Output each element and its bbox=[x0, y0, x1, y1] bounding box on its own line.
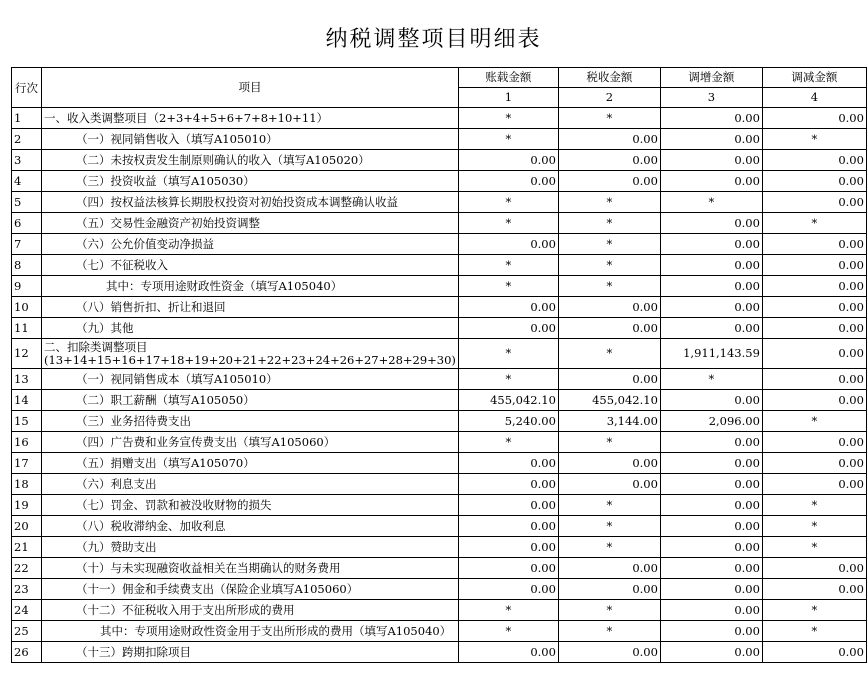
table-row bbox=[12, 621, 867, 642]
row-item-label: （十一）佣金和手续费支出（保险企业填写A105060） bbox=[42, 579, 459, 600]
row-item-label: 其中：专项用途财政性资金用于支出所形成的费用（填写A105040） bbox=[42, 621, 459, 642]
cell-increase-amount: 0.00 bbox=[660, 495, 762, 516]
cell-tax-amount: 0.00 bbox=[558, 318, 660, 339]
table-row bbox=[12, 474, 867, 495]
row-item-label: （七）不征税收入 bbox=[42, 255, 459, 276]
row-number: 8 bbox=[12, 255, 42, 276]
table-row bbox=[12, 150, 867, 171]
cell-increase-amount: 2,096.00 bbox=[660, 411, 762, 432]
cell-book-amount: * bbox=[458, 213, 558, 234]
row-number: 4 bbox=[12, 171, 42, 192]
cell-book-amount: 0.00 bbox=[458, 516, 558, 537]
cell-tax-amount: 3,144.00 bbox=[558, 411, 660, 432]
row-item-label: （四）广告费和业务宣传费支出（填写A105060） bbox=[42, 432, 459, 453]
cell-decrease-amount: 0.00 bbox=[762, 276, 866, 297]
row-number: 21 bbox=[12, 537, 42, 558]
row-number: 9 bbox=[12, 276, 42, 297]
cell-increase-amount: * bbox=[660, 369, 762, 390]
row-number: 6 bbox=[12, 213, 42, 234]
header-col-increase: 调增金额 bbox=[660, 68, 762, 88]
cell-increase-amount: 0.00 bbox=[660, 171, 762, 192]
row-item-label: （十三）跨期扣除项目 bbox=[42, 642, 459, 663]
cell-tax-amount: * bbox=[558, 537, 660, 558]
row-item-label: （八）销售折扣、折让和退回 bbox=[42, 297, 459, 318]
cell-decrease-amount: * bbox=[762, 129, 866, 150]
cell-tax-amount: * bbox=[558, 234, 660, 255]
cell-increase-amount: * bbox=[660, 192, 762, 213]
cell-book-amount: * bbox=[458, 600, 558, 621]
row-item-label: （四）按权益法核算长期股权投资对初始投资成本调整确认收益 bbox=[42, 192, 459, 213]
cell-book-amount: 5,240.00 bbox=[458, 411, 558, 432]
table-row bbox=[12, 318, 867, 339]
row-item-label: 其中：专项用途财政性资金（填写A105040） bbox=[42, 276, 459, 297]
row-number: 24 bbox=[12, 600, 42, 621]
table-row bbox=[12, 129, 867, 150]
table-row bbox=[12, 213, 867, 234]
cell-decrease-amount: * bbox=[762, 621, 866, 642]
cell-book-amount: 0.00 bbox=[458, 579, 558, 600]
cell-book-amount: * bbox=[458, 192, 558, 213]
cell-tax-amount: * bbox=[558, 339, 660, 369]
row-number: 18 bbox=[12, 474, 42, 495]
row-number: 26 bbox=[12, 642, 42, 663]
cell-tax-amount: * bbox=[558, 213, 660, 234]
header-col-book-amount: 账载金额 bbox=[458, 68, 558, 88]
cell-tax-amount: * bbox=[558, 516, 660, 537]
table-row bbox=[12, 411, 867, 432]
row-item-label: （三）业务招待费支出 bbox=[42, 411, 459, 432]
cell-book-amount: * bbox=[458, 276, 558, 297]
cell-tax-amount: 0.00 bbox=[558, 297, 660, 318]
cell-book-amount: 0.00 bbox=[458, 150, 558, 171]
cell-tax-amount: * bbox=[558, 600, 660, 621]
cell-decrease-amount: 0.00 bbox=[762, 390, 866, 411]
cell-tax-amount: * bbox=[558, 432, 660, 453]
table-row bbox=[12, 339, 867, 369]
cell-tax-amount: 0.00 bbox=[558, 171, 660, 192]
cell-increase-amount: 0.00 bbox=[660, 474, 762, 495]
row-number: 25 bbox=[12, 621, 42, 642]
row-number: 14 bbox=[12, 390, 42, 411]
row-number: 12 bbox=[12, 339, 42, 369]
cell-tax-amount: 0.00 bbox=[558, 558, 660, 579]
row-item-label: （十二）不征税收入用于支出所形成的费用 bbox=[42, 600, 459, 621]
row-item-formula: (13+14+15+16+17+18+19+20+21+22+23+24+26+27+28+29+30) bbox=[44, 352, 456, 367]
cell-book-amount: 0.00 bbox=[458, 474, 558, 495]
table-row bbox=[12, 600, 867, 621]
header-col-decrease: 调减金额 bbox=[762, 68, 866, 88]
row-item-label: （一）视同销售成本（填写A105010） bbox=[42, 369, 459, 390]
row-item-label: （一）视同销售收入（填写A105010） bbox=[42, 129, 459, 150]
row-number: 1 bbox=[12, 108, 42, 129]
row-item-label: （八）税收滞纳金、加收利息 bbox=[42, 516, 459, 537]
cell-increase-amount: 0.00 bbox=[660, 579, 762, 600]
row-number: 2 bbox=[12, 129, 42, 150]
cell-increase-amount: 0.00 bbox=[660, 558, 762, 579]
table-row bbox=[12, 495, 867, 516]
cell-book-amount: * bbox=[458, 621, 558, 642]
cell-decrease-amount: 0.00 bbox=[762, 474, 866, 495]
cell-increase-amount: 0.00 bbox=[660, 297, 762, 318]
cell-increase-amount: 0.00 bbox=[660, 255, 762, 276]
page-title: 纳税调整项目明细表 bbox=[325, 27, 542, 52]
cell-book-amount: 0.00 bbox=[458, 537, 558, 558]
row-item-label: （七）罚金、罚款和被没收财物的损失 bbox=[42, 495, 459, 516]
cell-tax-amount: * bbox=[558, 495, 660, 516]
table-row bbox=[12, 453, 867, 474]
header-row bbox=[12, 68, 867, 88]
cell-decrease-amount: 0.00 bbox=[762, 171, 866, 192]
table-row bbox=[12, 276, 867, 297]
cell-decrease-amount: 0.00 bbox=[762, 318, 866, 339]
cell-book-amount: * bbox=[458, 369, 558, 390]
row-number: 17 bbox=[12, 453, 42, 474]
row-number: 22 bbox=[12, 558, 42, 579]
cell-decrease-amount: 0.00 bbox=[762, 453, 866, 474]
cell-increase-amount: 0.00 bbox=[660, 453, 762, 474]
cell-book-amount: 0.00 bbox=[458, 495, 558, 516]
cell-book-amount: * bbox=[458, 108, 558, 129]
cell-book-amount: 0.00 bbox=[458, 297, 558, 318]
header-col-tax-amount: 税收金额 bbox=[558, 68, 660, 88]
header-col-number: 3 bbox=[660, 88, 762, 108]
row-item-label: （五）捐赠支出（填写A105070） bbox=[42, 453, 459, 474]
cell-tax-amount: 0.00 bbox=[558, 129, 660, 150]
cell-tax-amount: 0.00 bbox=[558, 150, 660, 171]
table-row bbox=[12, 390, 867, 411]
cell-decrease-amount: 0.00 bbox=[762, 150, 866, 171]
cell-increase-amount: 0.00 bbox=[660, 642, 762, 663]
table-row bbox=[12, 369, 867, 390]
cell-increase-amount: 0.00 bbox=[660, 213, 762, 234]
cell-tax-amount: 0.00 bbox=[558, 579, 660, 600]
table-row bbox=[12, 297, 867, 318]
cell-decrease-amount: 0.00 bbox=[762, 558, 866, 579]
cell-decrease-amount: 0.00 bbox=[762, 234, 866, 255]
row-item-label: 一、收入类调整项目（2+3+4+5+6+7+8+10+11） bbox=[42, 108, 459, 129]
table-row bbox=[12, 255, 867, 276]
cell-decrease-amount: * bbox=[762, 537, 866, 558]
cell-increase-amount: 0.00 bbox=[660, 600, 762, 621]
table-row bbox=[12, 537, 867, 558]
cell-book-amount: 0.00 bbox=[458, 642, 558, 663]
cell-tax-amount: 0.00 bbox=[558, 453, 660, 474]
row-number: 13 bbox=[12, 369, 42, 390]
row-number: 11 bbox=[12, 318, 42, 339]
row-number: 16 bbox=[12, 432, 42, 453]
row-number: 20 bbox=[12, 516, 42, 537]
cell-book-amount: 0.00 bbox=[458, 558, 558, 579]
cell-increase-amount: 0.00 bbox=[660, 432, 762, 453]
cell-decrease-amount: * bbox=[762, 495, 866, 516]
cell-book-amount: * bbox=[458, 129, 558, 150]
row-item-label: （二）未按权责发生制原则确认的收入（填写A105020） bbox=[42, 150, 459, 171]
cell-tax-amount: 0.00 bbox=[558, 369, 660, 390]
cell-book-amount: 0.00 bbox=[458, 171, 558, 192]
table-row bbox=[12, 558, 867, 579]
cell-decrease-amount: 0.00 bbox=[762, 192, 866, 213]
cell-increase-amount: 0.00 bbox=[660, 234, 762, 255]
row-item-title: 二、扣除类调整项目 bbox=[44, 339, 148, 354]
table-row bbox=[12, 579, 867, 600]
tax-adjustment-table bbox=[11, 67, 867, 663]
header-item: 项目 bbox=[42, 68, 459, 108]
row-item-label: （三）投资收益（填写A105030） bbox=[42, 171, 459, 192]
table-row bbox=[12, 171, 867, 192]
cell-increase-amount: 0.00 bbox=[660, 537, 762, 558]
cell-decrease-amount: * bbox=[762, 411, 866, 432]
cell-decrease-amount: * bbox=[762, 516, 866, 537]
row-item-label: （六）利息支出 bbox=[42, 474, 459, 495]
cell-book-amount: 0.00 bbox=[458, 318, 558, 339]
row-number: 19 bbox=[12, 495, 42, 516]
cell-decrease-amount: 0.00 bbox=[762, 642, 866, 663]
cell-decrease-amount: * bbox=[762, 600, 866, 621]
row-number: 3 bbox=[12, 150, 42, 171]
cell-tax-amount: 0.00 bbox=[558, 474, 660, 495]
cell-increase-amount: 0.00 bbox=[660, 108, 762, 129]
row-item-label: （二）职工薪酬（填写A105050） bbox=[42, 390, 459, 411]
cell-increase-amount: 0.00 bbox=[660, 516, 762, 537]
cell-book-amount: * bbox=[458, 255, 558, 276]
cell-book-amount: * bbox=[458, 432, 558, 453]
cell-increase-amount: 0.00 bbox=[660, 150, 762, 171]
cell-tax-amount: * bbox=[558, 108, 660, 129]
cell-tax-amount: 455,042.10 bbox=[558, 390, 660, 411]
row-number: 23 bbox=[12, 579, 42, 600]
table-row bbox=[12, 516, 867, 537]
row-item-label: （九）赞助支出 bbox=[42, 537, 459, 558]
header-col-number: 1 bbox=[458, 88, 558, 108]
cell-increase-amount: 0.00 bbox=[660, 276, 762, 297]
cell-increase-amount: 1,911,143.59 bbox=[660, 339, 762, 369]
cell-decrease-amount: 0.00 bbox=[762, 297, 866, 318]
cell-book-amount: * bbox=[458, 339, 558, 369]
cell-book-amount: 455,042.10 bbox=[458, 390, 558, 411]
row-number: 10 bbox=[12, 297, 42, 318]
cell-decrease-amount: 0.00 bbox=[762, 339, 866, 369]
table-row bbox=[12, 642, 867, 663]
row-item-label: （五）交易性金融资产初始投资调整 bbox=[42, 213, 459, 234]
table-row bbox=[12, 108, 867, 129]
row-number: 5 bbox=[12, 192, 42, 213]
cell-decrease-amount: 0.00 bbox=[762, 369, 866, 390]
table-row bbox=[12, 192, 867, 213]
cell-tax-amount: * bbox=[558, 276, 660, 297]
cell-decrease-amount: 0.00 bbox=[762, 255, 866, 276]
cell-tax-amount: * bbox=[558, 192, 660, 213]
cell-book-amount: 0.00 bbox=[458, 453, 558, 474]
row-item-label: （十）与未实现融资收益相关在当期确认的财务费用 bbox=[42, 558, 459, 579]
header-col-number: 4 bbox=[762, 88, 866, 108]
cell-tax-amount: 0.00 bbox=[558, 642, 660, 663]
cell-book-amount: 0.00 bbox=[458, 234, 558, 255]
cell-decrease-amount: 0.00 bbox=[762, 108, 866, 129]
cell-decrease-amount: 0.00 bbox=[762, 579, 866, 600]
cell-tax-amount: * bbox=[558, 621, 660, 642]
row-number: 7 bbox=[12, 234, 42, 255]
cell-increase-amount: 0.00 bbox=[660, 318, 762, 339]
header-row-no: 行次 bbox=[12, 68, 42, 108]
cell-tax-amount: * bbox=[558, 255, 660, 276]
row-item-label bbox=[42, 339, 459, 369]
table-row bbox=[12, 234, 867, 255]
cell-increase-amount: 0.00 bbox=[660, 621, 762, 642]
row-item-label: （六）公允价值变动净损益 bbox=[42, 234, 459, 255]
cell-increase-amount: 0.00 bbox=[660, 129, 762, 150]
row-item-label: （九）其他 bbox=[42, 318, 459, 339]
table-row bbox=[12, 432, 867, 453]
header-col-number: 2 bbox=[558, 88, 660, 108]
cell-decrease-amount: 0.00 bbox=[762, 432, 866, 453]
row-number: 15 bbox=[12, 411, 42, 432]
cell-decrease-amount: * bbox=[762, 213, 866, 234]
cell-increase-amount: 0.00 bbox=[660, 390, 762, 411]
